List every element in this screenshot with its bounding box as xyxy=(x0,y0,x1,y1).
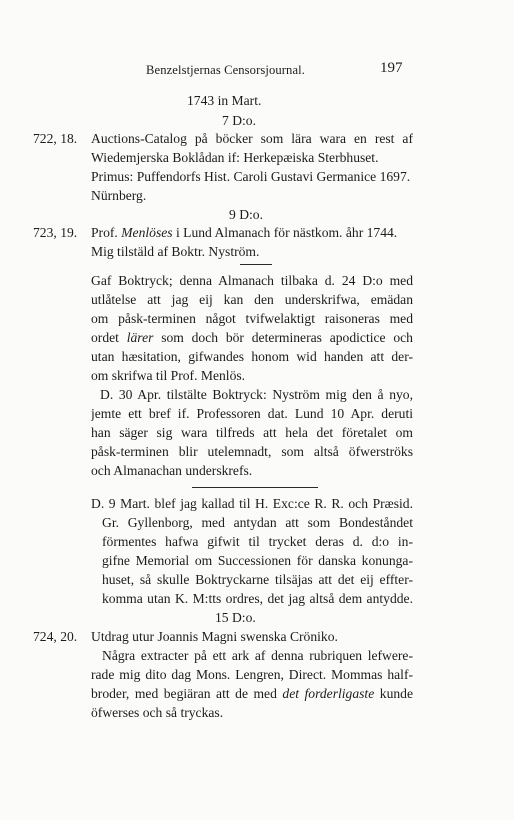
note-line: jemte ett bref if. Professoren dat. Lund 10 Apr. deruti xyxy=(91,406,413,421)
page-number: 197 xyxy=(380,60,403,76)
entry-number: 722, 18. xyxy=(33,131,78,146)
entry-text-fragment: kunde xyxy=(379,686,413,701)
note-line: utlåtelse att jag eij kan den underskrifwa, emädan xyxy=(91,292,413,307)
note-line: komma utan K. M:tts ordres, det jag altså dem antydde. xyxy=(102,591,413,606)
note-line: och Almanachan underskrefs. xyxy=(91,463,253,478)
note-line: om skrifwa til Prof. Menlös. xyxy=(91,368,246,383)
date-heading-9: 9 D:o. xyxy=(229,207,263,222)
entry-text-line: Primus: Puffendorfs Hist. Caroli Gustavi Germanice 1697. xyxy=(91,169,411,184)
entry-number: 724, 20. xyxy=(33,629,78,644)
section-divider-short xyxy=(240,264,272,265)
note-line: D. 30 Apr. tilstälte Boktryck: Nyström mig den å nyo, xyxy=(100,387,413,402)
note-italic-word: lärer xyxy=(126,330,154,345)
entry-text-line xyxy=(91,223,397,243)
author-name-italic: Menlöses xyxy=(121,225,173,240)
note-line: huset, så skulle Boktryckarne tilsäjas att det eij effter- xyxy=(102,572,413,587)
note-line: påsk-terminen blir utelemnadt, som altså öfwerströks xyxy=(91,444,413,459)
note-line: gifne Memorial om Successionen för danska konunga- xyxy=(102,553,413,568)
entry-text-line: Auctions-Catalog på böcker som lära wara en rest af xyxy=(91,131,413,146)
note-line: D. 9 Mart. blef jag kallad til H. Exc:ce R. R. och Præsid. xyxy=(91,496,413,511)
date-heading-15: 15 D:o. xyxy=(215,610,256,625)
entry-italic-phrase: det forderligaste xyxy=(282,686,375,701)
year-heading: 1743 in Mart. xyxy=(187,93,262,108)
entry-text-line: Mig tilstäld af Boktr. Nyström. xyxy=(91,244,260,259)
entry-text-line: Nürnberg. xyxy=(91,188,147,203)
entry-text-fragment: broder, med begiäran att de med xyxy=(91,686,277,701)
entry-text-fragment: Prof. xyxy=(91,225,118,240)
running-title: Benzelstjernas Censorsjournal. xyxy=(146,63,305,77)
entry-text-line: Utdrag utur Joannis Magni swenska Cröniko. xyxy=(91,629,338,644)
note-line: han säger sig wara tilfreds att hela det företalet om xyxy=(91,425,413,440)
note-fragment: ordet xyxy=(91,330,119,345)
date-heading-7: 7 D:o. xyxy=(222,113,256,128)
note-line: utan hæsitation, gifwandes honom wid handen att der- xyxy=(91,349,413,364)
entry-number: 723, 19. xyxy=(33,225,78,240)
entry-text-line: Några extracter på ett ark af denna rubriquen lefwere- xyxy=(102,648,413,663)
note-line xyxy=(91,328,413,348)
entry-text-line: öfwerses och så tryckas. xyxy=(91,705,224,720)
entry-text-line: rade mig dito dag Mons. Lengren, Direct. Mommas half- xyxy=(91,667,413,682)
entry-text-line xyxy=(91,684,413,704)
entry-text-fragment: i Lund Almanach för nästkom. åhr 1744. xyxy=(175,225,398,240)
section-divider-long xyxy=(192,487,318,488)
note-line: om påsk-terminen något tvifwelaktigt raisoneras med xyxy=(91,311,413,326)
entry-text-line: Wiedemjerska Boklådan if: Herkepæiska Sterbhuset. xyxy=(91,150,379,165)
note-line: förmentes hafwa gifwit til trycket deras d. d:o in- xyxy=(102,534,413,549)
note-fragment: som doch bör determineras apodictice och xyxy=(161,330,413,345)
note-line: Gaf Boktryck; denna Almanach tilbaka d. 24 D:o med xyxy=(91,273,413,288)
note-line: Gr. Gyllenborg, med antydan att som Bondeståndet xyxy=(102,515,413,530)
